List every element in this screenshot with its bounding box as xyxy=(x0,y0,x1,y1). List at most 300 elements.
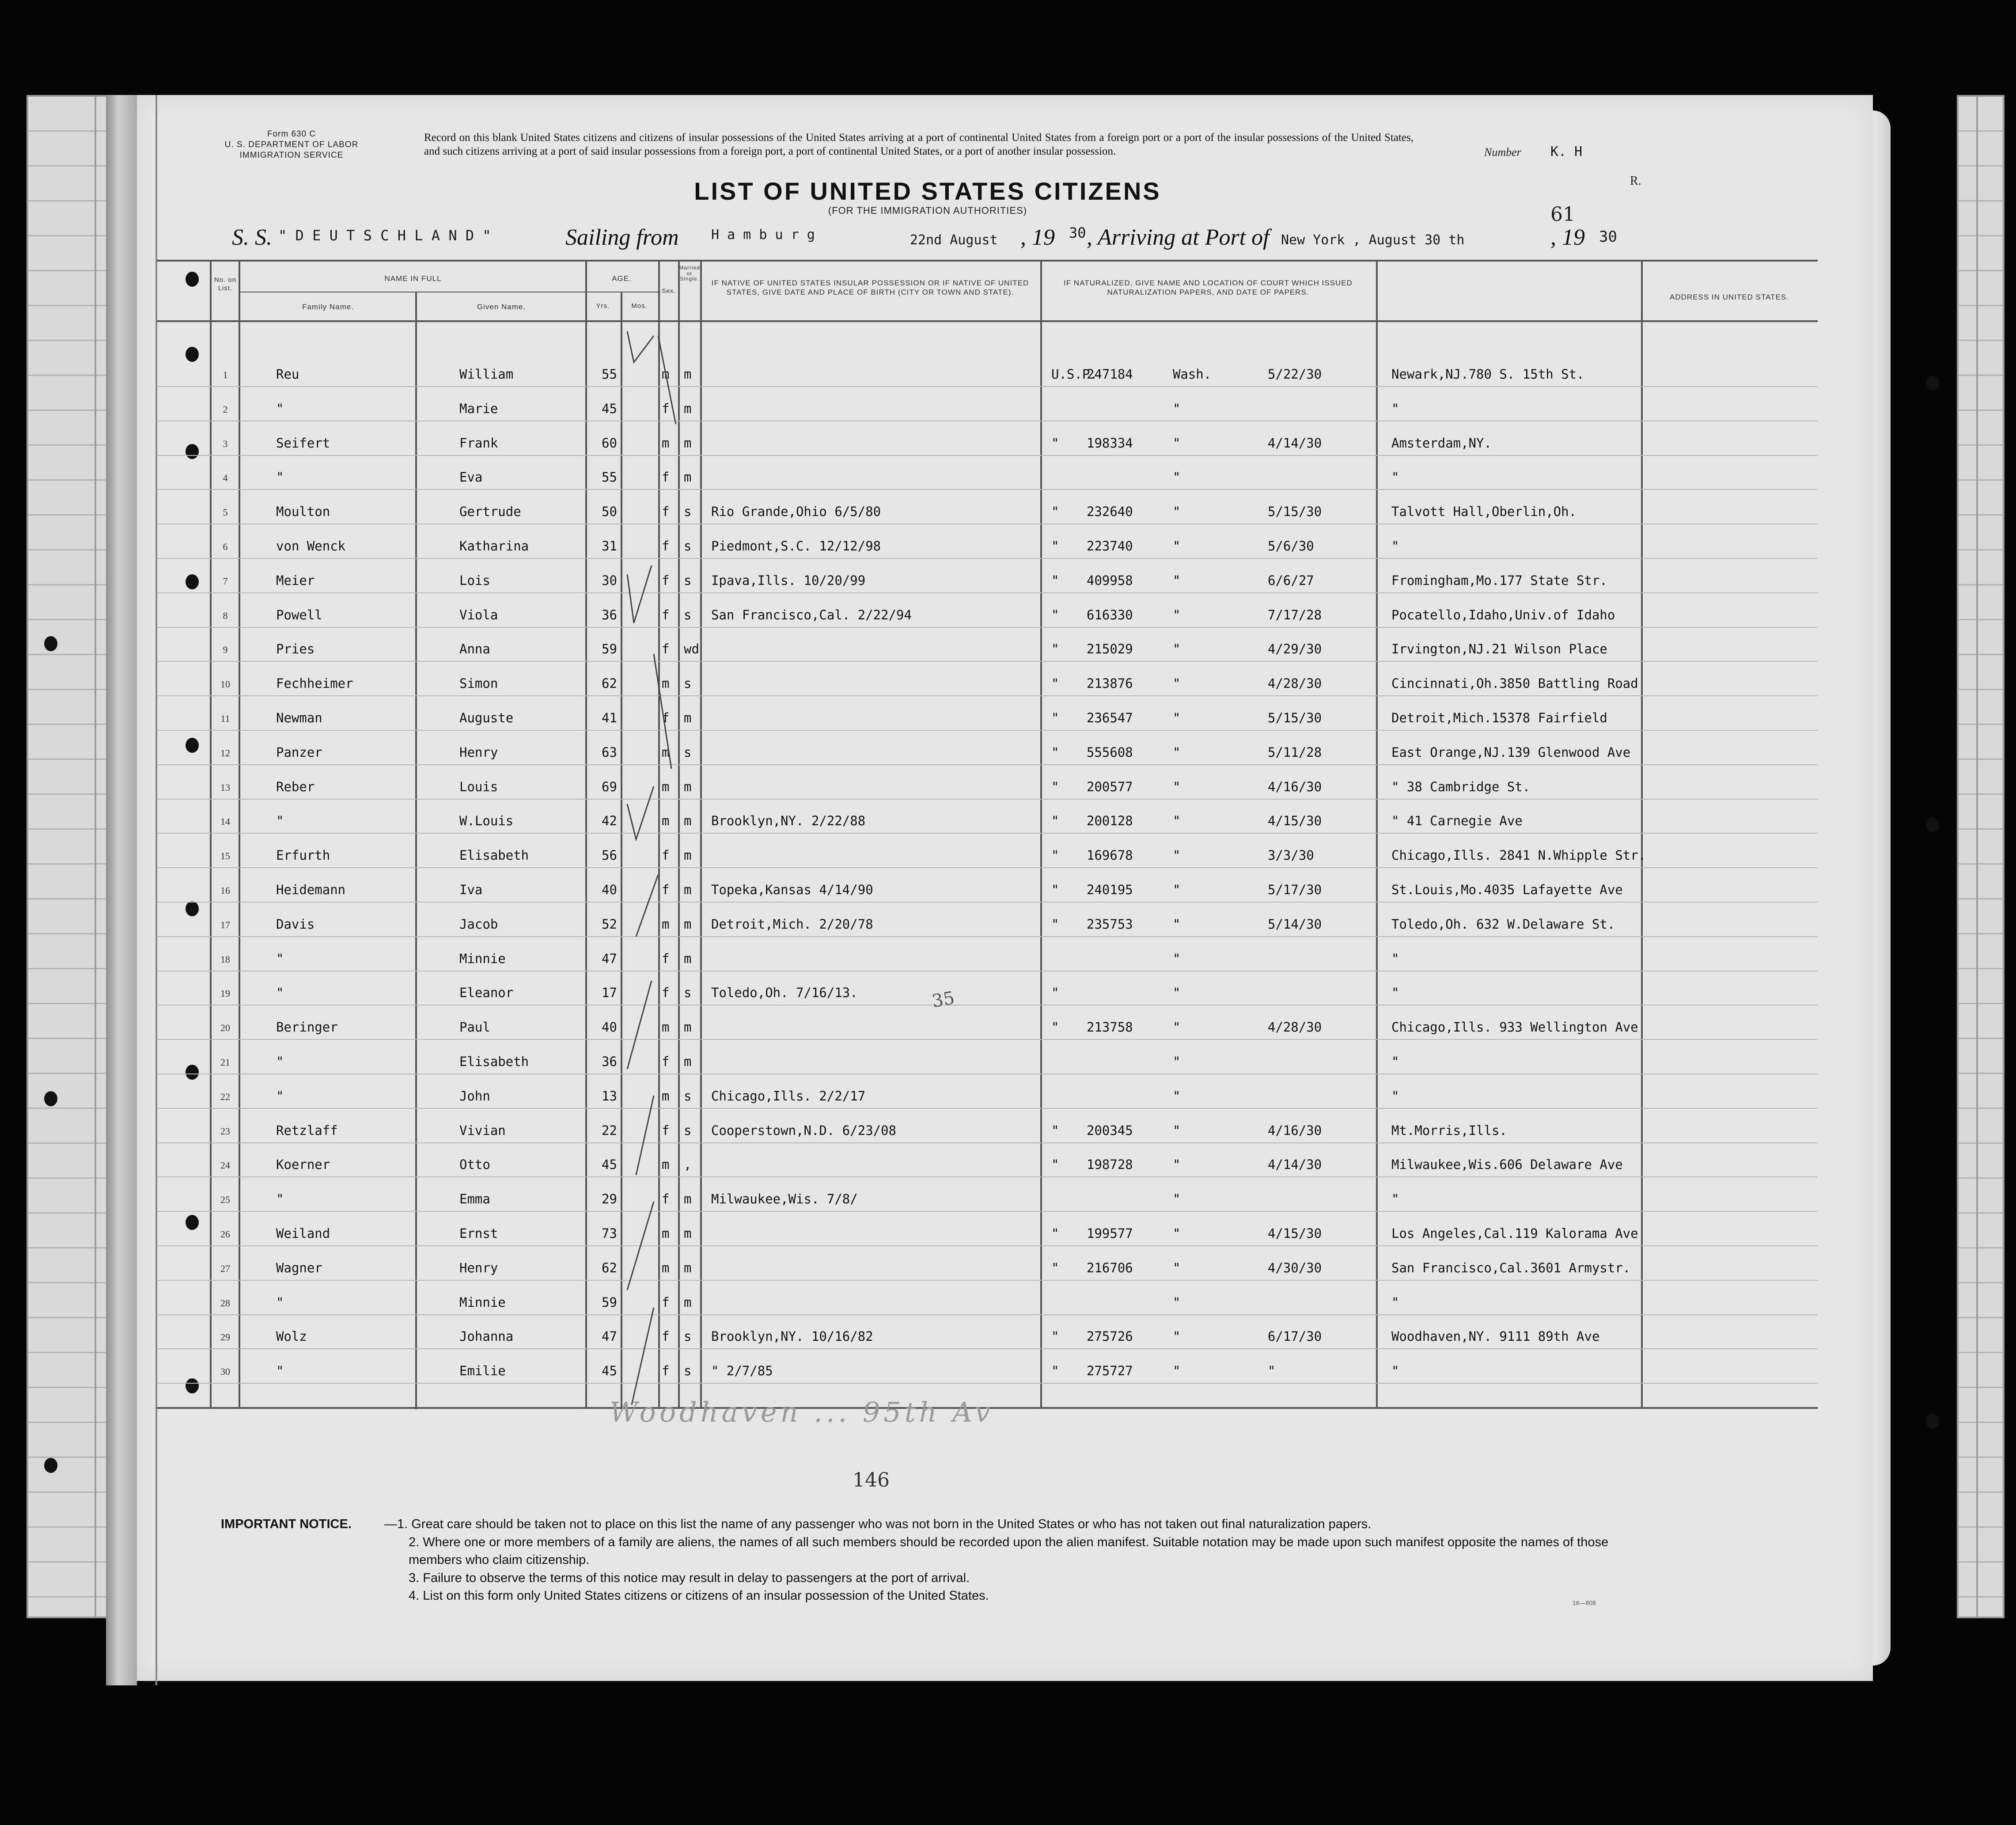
cell-sex: f xyxy=(662,1191,670,1207)
sailing-label: Sailing from xyxy=(565,225,679,250)
cell-nat-prefix: " xyxy=(1051,607,1059,622)
cell-nat-no: 275726 xyxy=(1087,1329,1133,1344)
cell-nat-prefix: " xyxy=(1051,985,1059,1001)
cell-family: " xyxy=(276,1088,284,1104)
cell-nat-date: 5/14/30 xyxy=(1268,916,1322,932)
cell-age: 36 xyxy=(602,607,617,622)
cell-given: Eva xyxy=(459,470,483,485)
cell-sex: m xyxy=(662,1157,670,1172)
cell-nat-date: 5/15/30 xyxy=(1268,504,1322,520)
cell-address: Milwaukee,Wis.606 Delaware Ave xyxy=(1391,1157,1623,1172)
cell-nat-date: 4/14/30 xyxy=(1268,1157,1322,1172)
cell-ms: s xyxy=(684,1088,692,1104)
cell-ms: m xyxy=(684,435,692,451)
page-subtitle: (FOR THE IMMIGRATION AUTHORITIES) xyxy=(828,205,1027,216)
cell-family: " xyxy=(276,951,284,966)
cell-ms: m xyxy=(684,1191,692,1207)
marginal-number: 35 xyxy=(930,987,956,1012)
cell-family: Seifert xyxy=(276,435,330,451)
cell-nat-no: 216706 xyxy=(1087,1260,1133,1275)
cell-address: " 41 Carnegie Ave xyxy=(1391,813,1523,829)
cell-no: 7 xyxy=(223,575,228,587)
binder-hole xyxy=(1926,376,1939,391)
cell-nat-date: 4/30/30 xyxy=(1268,1260,1322,1275)
cell-family: " xyxy=(276,985,284,1001)
cell-nat-court: " xyxy=(1173,504,1181,520)
cell-family: Heidemann xyxy=(276,882,346,897)
cell-nat-prefix: " xyxy=(1051,1157,1059,1172)
cell-sex: f xyxy=(662,539,670,554)
cell-nat-court: " xyxy=(1173,1054,1181,1069)
cell-nat-date: 6/6/27 xyxy=(1268,573,1314,588)
cell-nat-date: 4/14/30 xyxy=(1268,435,1322,451)
cell-nat-no: 247184 xyxy=(1087,367,1133,382)
cell-family: " xyxy=(276,470,284,485)
binder-hole xyxy=(44,1091,57,1106)
cell-sex: f xyxy=(662,401,670,416)
cell-sex: f xyxy=(662,1294,670,1310)
cell-ms: m xyxy=(684,1054,692,1069)
cell-address: Pocatello,Idaho,Univ.of Idaho xyxy=(1391,607,1615,622)
cell-age: 55 xyxy=(602,367,617,382)
cell-nat-prefix: " xyxy=(1051,1363,1059,1379)
cell-no: 29 xyxy=(220,1332,230,1343)
cell-address: " xyxy=(1391,985,1399,1001)
cell-address: " xyxy=(1391,470,1399,485)
cell-birth: Topeka,Kansas 4/14/90 xyxy=(711,882,873,897)
cell-no: 2 xyxy=(223,403,228,415)
cell-given: Vivian xyxy=(459,1123,506,1138)
binder-hole xyxy=(44,1458,57,1473)
cell-address: " xyxy=(1391,539,1399,554)
cell-sex: f xyxy=(662,470,670,485)
cell-age: 29 xyxy=(602,1191,617,1207)
cell-given: Katharina xyxy=(459,539,529,554)
cell-address: Chicago,Ills. 2841 N.Whipple Str. xyxy=(1391,848,1646,863)
cell-nat-no: 213876 xyxy=(1087,676,1133,691)
cell-no: 26 xyxy=(220,1229,230,1240)
cell-given: Minnie xyxy=(459,1294,506,1310)
cell-ms: s xyxy=(684,573,692,588)
cell-age: 59 xyxy=(602,1294,617,1310)
cell-ms: m xyxy=(684,401,692,416)
cell-birth: Cooperstown,N.D. 6/23/08 xyxy=(711,1123,897,1138)
cell-given: Elisabeth xyxy=(459,1054,529,1069)
page-number: 61 xyxy=(1550,203,1575,226)
cell-nat-no: 200577 xyxy=(1087,779,1133,794)
cell-address: " xyxy=(1391,951,1399,966)
cell-family: Reber xyxy=(276,779,315,794)
binder-hole xyxy=(186,901,199,916)
cell-given: Marie xyxy=(459,401,498,416)
cell-no: 13 xyxy=(220,782,230,793)
cell-address: " xyxy=(1391,1054,1399,1069)
cell-nat-prefix: " xyxy=(1051,744,1059,760)
cell-nat-court: " xyxy=(1173,1226,1181,1241)
cell-address: Cincinnati,Oh.3850 Battling Road xyxy=(1391,676,1638,691)
date-from: 22nd August xyxy=(910,232,998,248)
cell-address: " xyxy=(1391,1191,1399,1207)
port-from: H a m b u r g xyxy=(711,227,815,243)
cell-sex: f xyxy=(662,951,670,966)
cell-nat-prefix: " xyxy=(1051,916,1059,932)
cell-sex: f xyxy=(662,985,670,1001)
cell-sex: f xyxy=(662,1363,670,1379)
cell-no: 17 xyxy=(220,919,230,930)
cell-given: John xyxy=(459,1088,490,1104)
cell-nat-date: 3/3/30 xyxy=(1268,848,1314,863)
cell-given: Emma xyxy=(459,1191,490,1207)
cell-age: 69 xyxy=(602,779,617,794)
cell-age: 40 xyxy=(602,882,617,897)
cell-nat-court: " xyxy=(1173,1020,1181,1035)
number-label: Number xyxy=(1484,146,1521,159)
cell-birth: Brooklyn,NY. 2/22/88 xyxy=(711,813,866,829)
cell-no: 23 xyxy=(220,1125,230,1137)
cell-nat-prefix: " xyxy=(1051,813,1059,829)
cell-given: Minnie xyxy=(459,951,506,966)
cell-nat-court: " xyxy=(1173,848,1181,863)
cell-age: 22 xyxy=(602,1123,617,1138)
cell-sex: m xyxy=(662,367,670,382)
cell-nat-date: 4/16/30 xyxy=(1268,779,1322,794)
cell-age: 59 xyxy=(602,641,617,657)
service: IMMIGRATION SERVICE xyxy=(239,150,344,160)
binder-gutter xyxy=(106,95,137,1685)
binder-hole xyxy=(186,347,199,362)
cell-nat-court: " xyxy=(1173,916,1181,932)
cell-nat-court: " xyxy=(1173,951,1181,966)
cell-sex: f xyxy=(662,1123,670,1138)
cell-sex: m xyxy=(662,916,670,932)
cell-nat-court: " xyxy=(1173,710,1181,725)
cell-nat-court: " xyxy=(1173,401,1181,416)
cell-nat-prefix: " xyxy=(1051,676,1059,691)
cell-ms: s xyxy=(684,607,692,622)
cell-nat-court: " xyxy=(1173,985,1181,1001)
cell-birth: Piedmont,S.C. 12/12/98 xyxy=(711,539,881,554)
cell-address: St.Louis,Mo.4035 Lafayette Ave xyxy=(1391,882,1623,897)
binder-hole xyxy=(186,272,199,287)
binder-hole xyxy=(186,1065,199,1080)
cell-ms: s xyxy=(684,1363,692,1379)
cell-age: 56 xyxy=(602,848,617,863)
cell-nat-court: " xyxy=(1173,607,1181,622)
cell-nat-date: 5/11/28 xyxy=(1268,744,1322,760)
cell-no: 16 xyxy=(220,885,230,896)
cell-nat-court: " xyxy=(1173,435,1181,451)
cell-nat-prefix: " xyxy=(1051,539,1059,554)
cell-sex: f xyxy=(662,1054,670,1069)
cell-age: 73 xyxy=(602,1226,617,1241)
cell-nat-no: 409958 xyxy=(1087,573,1133,588)
cell-nat-court: " xyxy=(1173,641,1181,657)
cell-sex: f xyxy=(662,504,670,520)
cell-given: Jacob xyxy=(459,916,498,932)
age-check-marks xyxy=(610,318,711,1414)
cell-address: " xyxy=(1391,1088,1399,1104)
cell-nat-date: 6/17/30 xyxy=(1268,1329,1322,1344)
cell-nat-court: " xyxy=(1173,882,1181,897)
cell-ms: m xyxy=(684,1260,692,1275)
col-address: ADDRESS IN UNITED STATES. xyxy=(1670,293,1789,301)
cell-given: Henry xyxy=(459,1260,498,1275)
cell-age: 13 xyxy=(602,1088,617,1104)
cell-no: 12 xyxy=(220,747,230,759)
cell-nat-prefix: " xyxy=(1051,504,1059,520)
cell-address: Chicago,Ills. 933 Wellington Ave xyxy=(1391,1020,1638,1035)
cell-nat-court: " xyxy=(1173,1260,1181,1275)
cell-given: Johanna xyxy=(459,1329,514,1344)
cell-birth: Chicago,Ills. 2/2/17 xyxy=(711,1088,866,1104)
cell-nat-court: " xyxy=(1173,1329,1181,1344)
cell-age: 17 xyxy=(602,985,617,1001)
cell-address: Mt.Morris,Ills. xyxy=(1391,1123,1507,1138)
cell-ms: m xyxy=(684,1294,692,1310)
cell-sex: m xyxy=(662,744,670,760)
cell-ms: m xyxy=(684,916,692,932)
cell-address: East Orange,NJ.139 Glenwood Ave xyxy=(1391,744,1631,760)
cell-sex: m xyxy=(662,1020,670,1035)
cell-family: " xyxy=(276,813,284,829)
cell-nat-court: " xyxy=(1173,573,1181,588)
cell-family: " xyxy=(276,1294,284,1310)
cell-family: von Wenck xyxy=(276,539,346,554)
binder-hole xyxy=(1926,1414,1939,1429)
cell-sex: f xyxy=(662,641,670,657)
cell-given: Lois xyxy=(459,573,490,588)
cell-family: Weiland xyxy=(276,1226,330,1241)
cell-no: 25 xyxy=(220,1194,230,1206)
cell-age: 50 xyxy=(602,504,617,520)
number-value: K. H xyxy=(1550,144,1583,159)
cell-given: Eleanor xyxy=(459,985,514,1001)
cell-nat-prefix: " xyxy=(1051,882,1059,897)
cell-nat-court: " xyxy=(1173,1123,1181,1138)
form-instruction: Record on this blank United States citizens and citizens of insular possessions of the United States arriving at a port of continental United States from a foreign port or a port of the insular possessions of the United States, and such citizens arriving at a port of said insular possessions from a foreign port, a port of continental United States, or a port of another insular possession. xyxy=(424,132,1413,158)
cell-no: 19 xyxy=(220,988,230,999)
cell-birth: Ipava,Ills. 10/20/99 xyxy=(711,573,866,588)
cell-age: 31 xyxy=(602,539,617,554)
cell-address: Toledo,Oh. 632 W.Delaware St. xyxy=(1391,916,1615,932)
cell-family: Beringer xyxy=(276,1020,338,1035)
col-family-name: Family Name. xyxy=(302,303,354,311)
cell-given: Otto xyxy=(459,1157,490,1172)
cell-nat-date: " xyxy=(1268,1363,1276,1379)
cell-given: Gertrude xyxy=(459,504,521,520)
cell-no: 30 xyxy=(220,1366,230,1377)
cell-no: 11 xyxy=(220,713,230,724)
cell-ms: m xyxy=(684,1226,692,1241)
cell-age: 55 xyxy=(602,470,617,485)
cell-ms: s xyxy=(684,1329,692,1344)
notice-label: IMPORTANT NOTICE. xyxy=(221,1517,352,1531)
cell-family: Moulton xyxy=(276,504,330,520)
cell-age: 47 xyxy=(602,1329,617,1344)
cell-nat-date: 4/15/30 xyxy=(1268,1226,1322,1241)
cell-nat-prefix: " xyxy=(1051,1226,1059,1241)
cell-sex: f xyxy=(662,882,670,897)
cell-ms: s xyxy=(684,1123,692,1138)
cell-address: Los Angeles,Cal.119 Kalorama Ave xyxy=(1391,1226,1638,1241)
cell-sex: m xyxy=(662,1088,670,1104)
cell-birth: Brooklyn,NY. 10/16/82 xyxy=(711,1329,873,1344)
cell-address: " xyxy=(1391,401,1399,416)
cell-no: 24 xyxy=(220,1160,230,1171)
cell-nat-court: " xyxy=(1173,1363,1181,1379)
col-age: AGE. xyxy=(612,274,632,283)
cell-address: " xyxy=(1391,1363,1399,1379)
cell-ms: s xyxy=(684,539,692,554)
cell-sex: m xyxy=(662,1226,670,1241)
cell-family: " xyxy=(276,1054,284,1069)
col-naturalized: IF NATURALIZED, GIVE NAME AND LOCATION OF COURT WHICH ISSUED NATURALIZATION PAPERS, AND DATE OF PAPERS. xyxy=(1064,279,1353,297)
cell-sex: f xyxy=(662,710,670,725)
cell-sex: m xyxy=(662,435,670,451)
cell-family: " xyxy=(276,1191,284,1207)
cell-no: 15 xyxy=(220,850,230,862)
binder-hole xyxy=(186,574,199,589)
col-yrs: Yrs. xyxy=(596,302,610,310)
cell-nat-prefix: " xyxy=(1051,848,1059,863)
cell-no: 3 xyxy=(223,438,228,449)
cell-family: " xyxy=(276,1363,284,1379)
cell-nat-no: 200345 xyxy=(1087,1123,1133,1138)
cell-age: 45 xyxy=(602,1157,617,1172)
cell-no: 4 xyxy=(223,472,228,484)
cell-age: 45 xyxy=(602,401,617,416)
cell-nat-prefix: " xyxy=(1051,779,1059,794)
cell-nat-prefix: " xyxy=(1051,435,1059,451)
cell-nat-no: 236547 xyxy=(1087,710,1133,725)
cell-address: Newark,NJ.780 S. 15th St. xyxy=(1391,367,1584,382)
year-from: 30 xyxy=(1069,224,1086,241)
adjacent-page-right xyxy=(1957,95,2005,1618)
form-number: Form 630 C xyxy=(267,129,316,139)
cell-ms: m xyxy=(684,882,692,897)
cell-sex: f xyxy=(662,607,670,622)
cell-age: 42 xyxy=(602,813,617,829)
cell-ms: m xyxy=(684,710,692,725)
cell-family: Reu xyxy=(276,367,299,382)
cell-nat-date: 5/6/30 xyxy=(1268,539,1314,554)
cell-family: Newman xyxy=(276,710,322,725)
cell-nat-prefix: " xyxy=(1051,1329,1059,1344)
cell-given: Emilie xyxy=(459,1363,506,1379)
cell-no: 21 xyxy=(220,1057,230,1068)
cell-birth: Toledo,Oh. 7/16/13. xyxy=(711,985,858,1001)
cell-no: 22 xyxy=(220,1091,230,1102)
cell-age: 62 xyxy=(602,676,617,691)
cell-family: Koerner xyxy=(276,1157,330,1172)
cell-ms: wd xyxy=(684,641,699,657)
cell-family: Panzer xyxy=(276,744,322,760)
col-name-in-full: NAME IN FULL xyxy=(384,274,442,283)
cell-address: Woodhaven,NY. 9111 89th Ave xyxy=(1391,1329,1600,1344)
form-issuer xyxy=(208,129,375,160)
cell-nat-court: " xyxy=(1173,1157,1181,1172)
cell-ms: , xyxy=(684,1157,692,1172)
binder-hole xyxy=(186,444,199,459)
cell-family: Retzlaff xyxy=(276,1123,338,1138)
cell-birth: " 2/7/85 xyxy=(711,1363,773,1379)
cell-nat-no: 232640 xyxy=(1087,504,1133,520)
cell-birth: Rio Grande,Ohio 6/5/80 xyxy=(711,504,881,520)
cell-family: Meier xyxy=(276,573,315,588)
cell-ms: m xyxy=(684,813,692,829)
handwritten-note: Woodhaven ... 95th Av xyxy=(610,1396,994,1428)
cell-given: Anna xyxy=(459,641,490,657)
cell-given: Elisabeth xyxy=(459,848,529,863)
cell-ms: s xyxy=(684,744,692,760)
cell-ms: m xyxy=(684,367,692,382)
cell-nat-date: 7/17/28 xyxy=(1268,607,1322,622)
cell-family: Pries xyxy=(276,641,315,657)
cell-nat-prefix: " xyxy=(1051,573,1059,588)
cell-nat-court: " xyxy=(1173,779,1181,794)
cell-nat-no: 235753 xyxy=(1087,916,1133,932)
cell-given: Ernst xyxy=(459,1226,498,1241)
cell-no: 6 xyxy=(223,541,228,552)
cell-no: 27 xyxy=(220,1263,230,1274)
cell-nat-no: 200128 xyxy=(1087,813,1133,829)
cell-birth: Detroit,Mich. 2/20/78 xyxy=(711,916,873,932)
cell-age: 63 xyxy=(602,744,617,760)
cell-given: Auguste xyxy=(459,710,514,725)
cell-nat-no: 223740 xyxy=(1087,539,1133,554)
bottom-number: 146 xyxy=(853,1469,890,1491)
cell-nat-prefix: " xyxy=(1051,641,1059,657)
cell-ms: s xyxy=(684,985,692,1001)
cell-nat-no: 275727 xyxy=(1087,1363,1133,1379)
col-sex: Sex. xyxy=(661,287,676,294)
col-no: No. on List. xyxy=(214,276,237,292)
cell-family: Wagner xyxy=(276,1260,322,1275)
cell-age: 52 xyxy=(602,916,617,932)
cell-ms: m xyxy=(684,779,692,794)
cell-family: Erfurth xyxy=(276,848,330,863)
cell-no: 9 xyxy=(223,644,228,656)
cell-sex: m xyxy=(662,1260,670,1275)
col-birth: IF NATIVE OF UNITED STATES INSULAR POSSESSION OR IF NATIVE OF UNITED STATES, GIVE DATE AND PLACE OF BIRTH (CITY OR TOWN AND STATE). xyxy=(711,279,1029,297)
cell-ms: s xyxy=(684,504,692,520)
cell-nat-no: 555608 xyxy=(1087,744,1133,760)
cell-address: Talvott Hall,Oberlin,Oh. xyxy=(1391,504,1577,520)
cell-nat-date: 4/16/30 xyxy=(1268,1123,1322,1138)
cell-nat-date: 4/28/30 xyxy=(1268,676,1322,691)
cell-ms: m xyxy=(684,1020,692,1035)
cell-address: Irvington,NJ.21 Wilson Place xyxy=(1391,641,1607,657)
col-mos: Mos. xyxy=(631,302,648,310)
cell-age: 45 xyxy=(602,1363,617,1379)
cell-no: 28 xyxy=(220,1297,230,1309)
cell-nat-date: 5/22/30 xyxy=(1268,367,1322,382)
cell-age: 36 xyxy=(602,1054,617,1069)
binder-hole xyxy=(186,738,199,753)
col-given-name: Given Name. xyxy=(477,303,526,311)
cell-address: " xyxy=(1391,1294,1399,1310)
cell-nat-court: Wash. xyxy=(1173,367,1212,382)
cell-no: 8 xyxy=(223,610,228,621)
cell-family: Fechheimer xyxy=(276,676,353,691)
cell-family: " xyxy=(276,401,284,416)
cell-nat-prefix: " xyxy=(1051,1260,1059,1275)
cell-nat-prefix: " xyxy=(1051,1123,1059,1138)
cell-nat-date: 5/17/30 xyxy=(1268,882,1322,897)
cell-nat-court: " xyxy=(1173,676,1181,691)
cell-given: Henry xyxy=(459,744,498,760)
cell-sex: m xyxy=(662,779,670,794)
